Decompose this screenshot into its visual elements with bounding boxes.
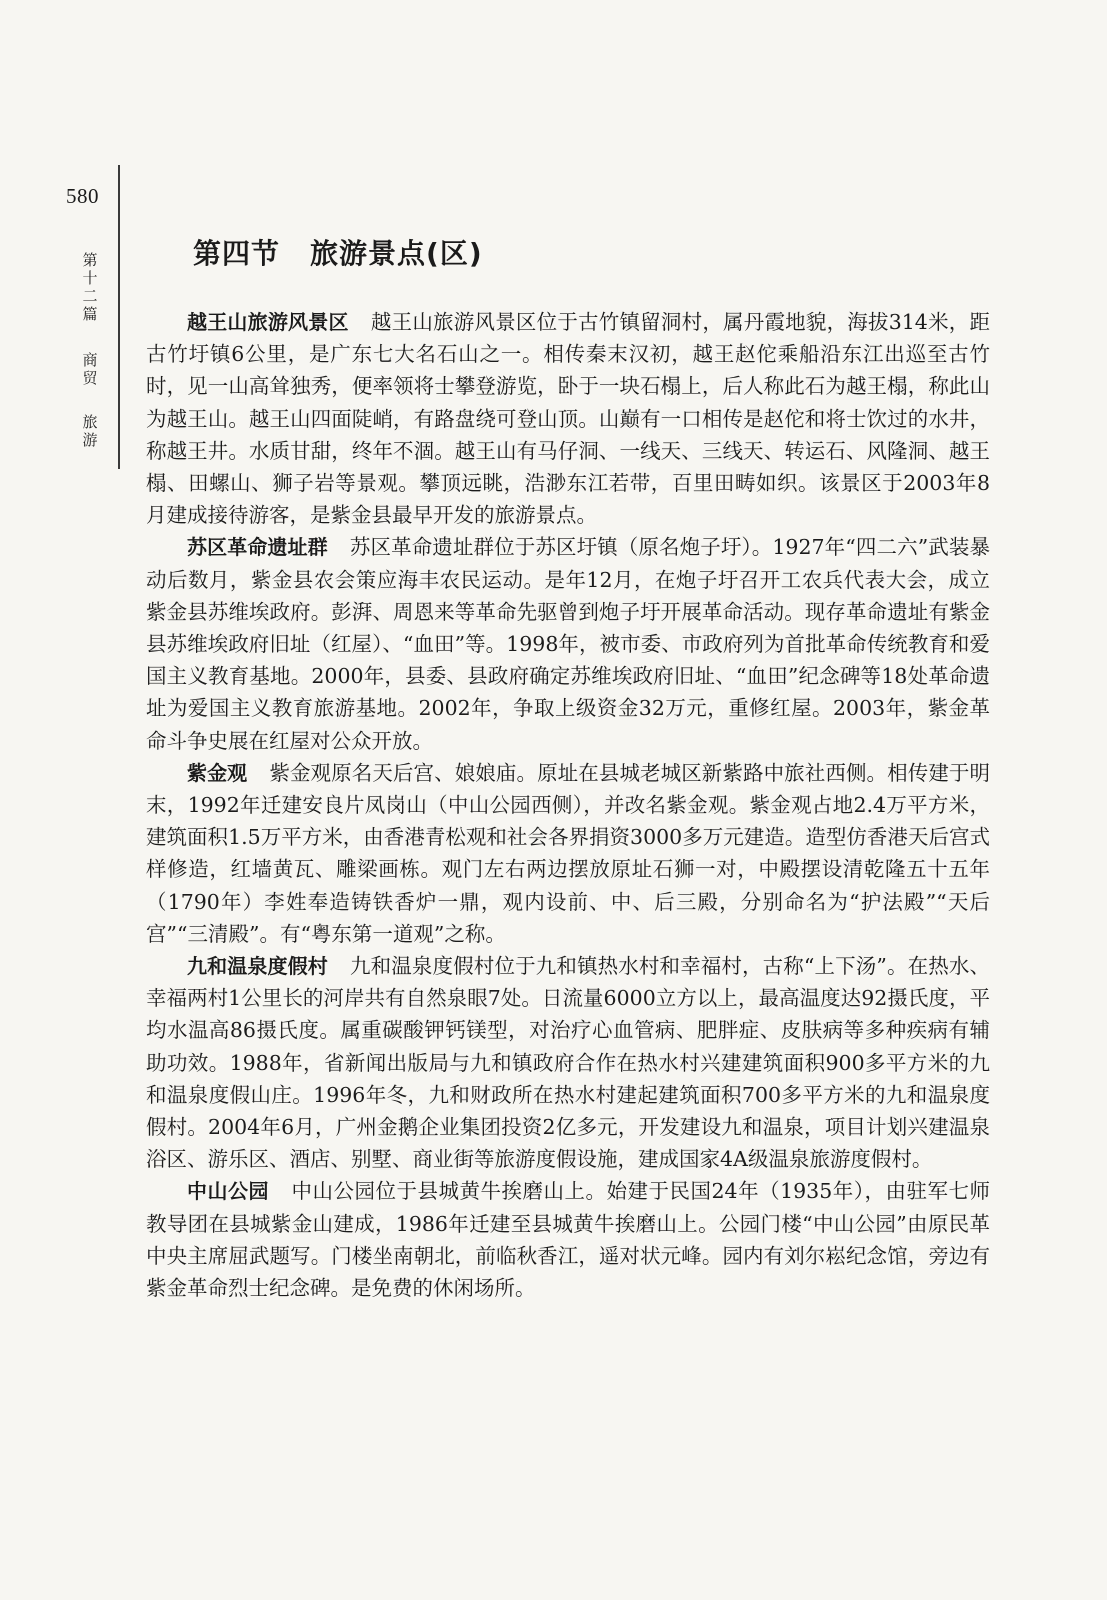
side-category-char: 贸 xyxy=(82,369,98,387)
paragraph-text: 越王山旅游风景区位于古竹镇留洞村，属丹霞地貌，海拔314米，距古竹圩镇6公里，是广东七大名石山之一。相传秦末汉初，越王赵佗乘船沿东江出巡至古竹时，见一山高耸独秀，便率领将士攀登游览，卧于一块石榻上，后人称此石为越王榻，称此山为越王山。越王山四面陡峭，有路盘绕可登山顶。山巅有一口相传是赵佗和将士饮过的水井，称越王井。水质甘甜，终年不涸。越王山有马仔洞、一线天、三线天、转运石、风隆洞、越王榻、田螺山、狮子岩等景观。攀顶远眺，浩渺东江若带，百里田畴如织。该景区于2003年8月建成接待游客，是紫金县最早开发的旅游景点。 xyxy=(146,310,990,528)
side-category-char: 游 xyxy=(82,431,98,449)
side-category-label-2 xyxy=(80,413,100,449)
paragraph-jiuhe-hotspring xyxy=(146,950,990,1175)
paragraph-heading: 越王山旅游风景区 xyxy=(187,310,349,334)
margin-rule xyxy=(118,165,120,469)
paragraph-zhongshan-park xyxy=(146,1175,990,1304)
side-chapter-label xyxy=(80,251,100,323)
side-chapter-char: 篇 xyxy=(82,305,98,323)
paragraph-yuewangshan xyxy=(146,306,990,531)
paragraph-text: 苏区革命遗址群位于苏区圩镇（原名炮子圩）。1927年“四二六”武装暴动后数月，紫金县农会策应海丰农民运动。是年12月，在炮子圩召开工农兵代表大会，成立紫金县苏维埃政府。彭湃、周恩来等革命先驱曾到炮子圩开展革命活动。现存革命遗址有紫金县苏维埃政府旧址（红屋）、“血田”等。1998年，被市委、市政府列为首批革命传统教育和爱国主义教育基地。2000年，县委、县政府确定苏维埃政府旧址、“血田”纪念碑等18处革命遗址为爱国主义教育旅游基地。2002年，争取上级资金32万元，重修红屋。2003年，紫金革命斗争史展在红屋对公众开放。 xyxy=(146,535,990,753)
paragraph-text: 九和温泉度假村位于九和镇热水村和幸福村，古称“上下汤”。在热水、幸福两村1公里长的河岸共有自然泉眼7处。日流量6000立方以上，最高温度达92摄氏度，平均水温高86摄氏度。属重碳酸钾钙镁型，对治疗心血管病、肥胖症、皮肤病等多种疾病有辅助功效。1988年，省新闻出版局与九和镇政府合作在热水村兴建建筑面积900多平方米的九和温泉度假山庄。1996年冬，九和财政所在热水村建起建筑面积700多平方米的九和温泉度假村。2004年6月，广州金鹅企业集团投资2亿多元，开发建设九和温泉，项目计划兴建温泉浴区、游乐区、酒店、别墅、商业街等旅游度假设施，建成国家4A级温泉旅游度假村。 xyxy=(146,954,990,1172)
paragraph-heading: 苏区革命遗址群 xyxy=(187,535,328,560)
side-chapter-char: 十 xyxy=(82,269,98,287)
section-title xyxy=(193,232,483,272)
paragraph-text: 紫金观原名天后宫、娘娘庙。原址在县城老城区新紫路中旅社西侧。相传建于明末，1992年迁建安良片凤岗山（中山公园西侧），并改名紫金观。紫金观占地2.4万平方米，建筑面积1.5万平方米，由香港青松观和社会各界捐资3000多万元建造。造型仿香港天后宫式样修造，红墙黄瓦、雕梁画栋。观门左右两边摆放原址石狮一对，中殿摆设清乾隆五十五年（1790年）李姓奉造铸铁香炉一鼎，观内设前、中、后三殿，分别命名为“护法殿”“天后宫”“三清殿”。有“粤东第一道观”之称。 xyxy=(146,760,991,946)
side-category-label-1 xyxy=(80,351,100,387)
section-title-number: 第四节 xyxy=(193,237,281,270)
side-chapter-char: 二 xyxy=(82,287,98,305)
paragraph-zijinguan xyxy=(146,757,990,950)
side-category-char: 商 xyxy=(82,351,98,369)
paragraph-heading: 九和温泉度假村 xyxy=(187,954,328,979)
paragraph-heading: 中山公园 xyxy=(187,1179,269,1204)
side-chapter-char: 第 xyxy=(82,251,98,269)
page-number: 580 xyxy=(66,184,99,208)
section-title-text: 旅游景点(区) xyxy=(310,237,483,270)
paragraph-suqu-sites xyxy=(146,531,990,756)
article-body xyxy=(146,306,990,1304)
side-category-char: 旅 xyxy=(82,413,98,431)
paragraph-text: 中山公园位于县城黄牛挨磨山上。始建于民国24年（1935年），由驻军七师教导团在县城紫金山建成，1986年迁建至县城黄牛挨磨山上。公园门楼“中山公园”由原民革中央主席屈武题写。门楼坐南朝北，前临秋香江，遥对状元峰。园内有刘尔崧纪念馆，旁边有紫金革命烈士纪念碑。是免费的休闲场所。 xyxy=(146,1179,990,1301)
paragraph-heading: 紫金观 xyxy=(187,760,248,785)
